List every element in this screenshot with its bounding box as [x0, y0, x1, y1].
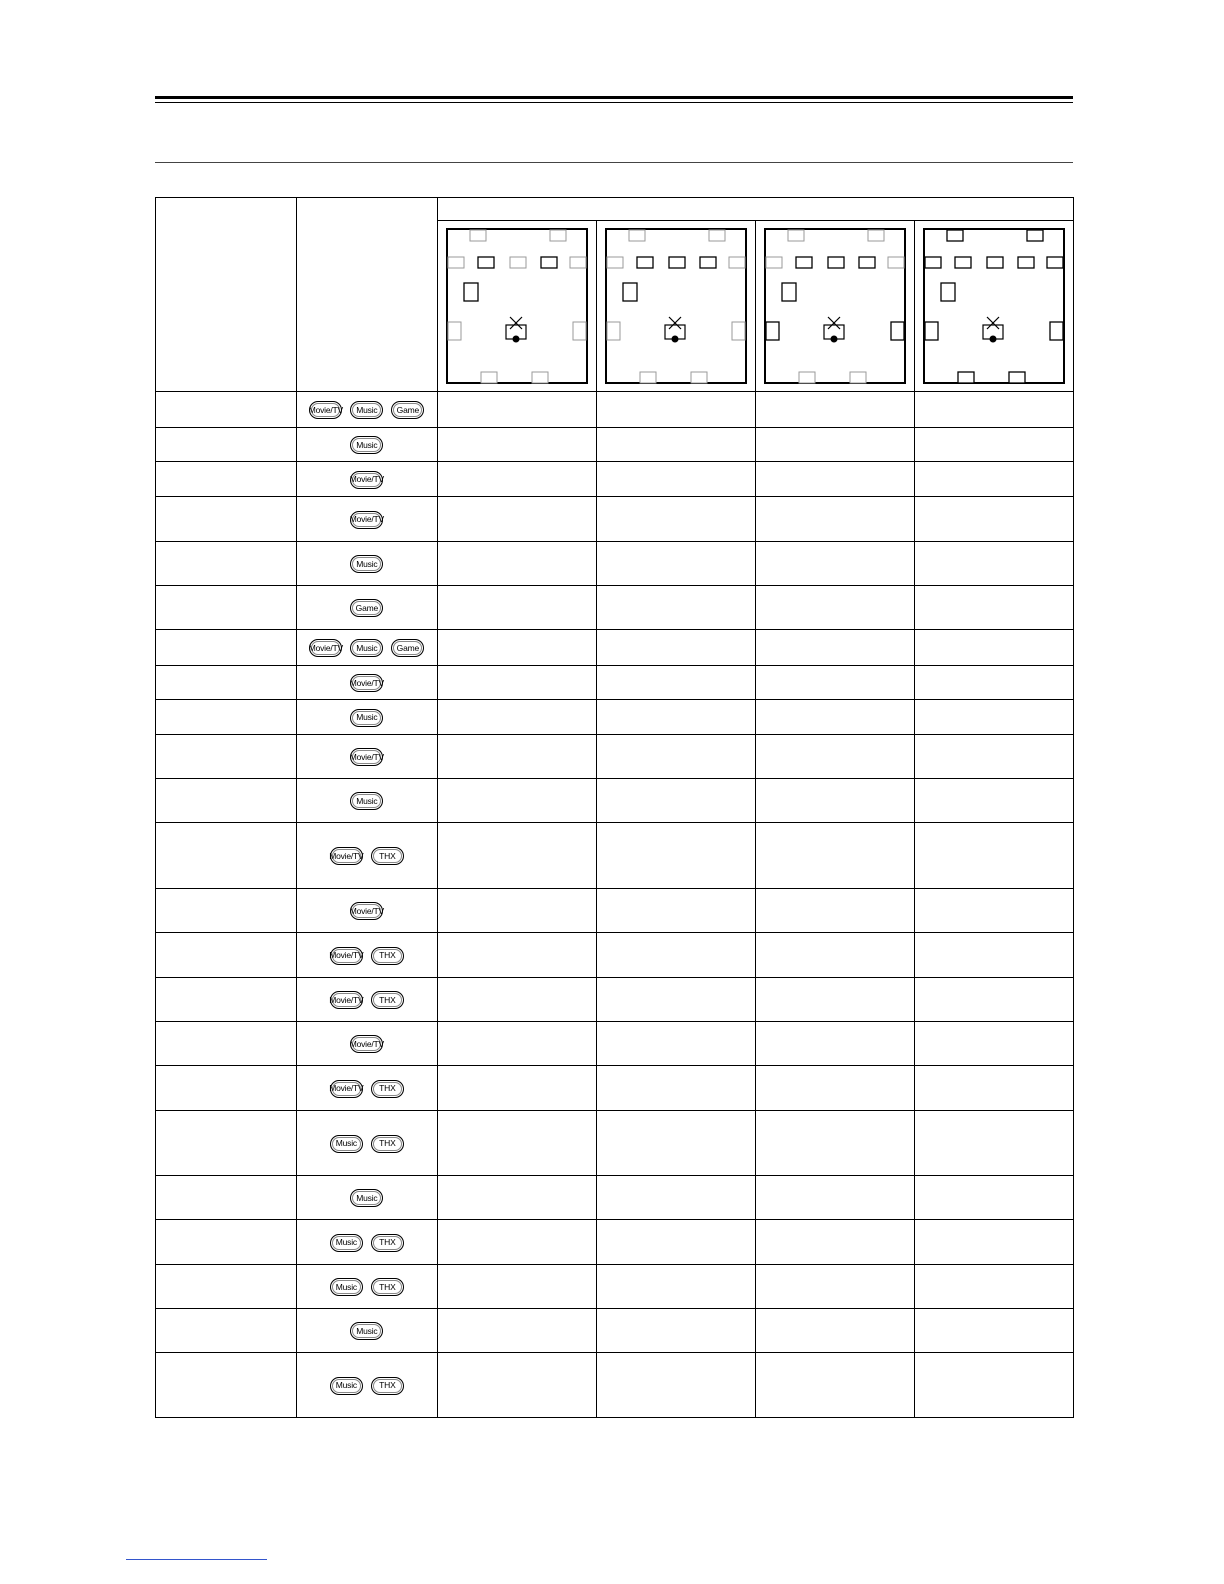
- table-row: [156, 700, 1074, 735]
- speaker-config-cell: [914, 823, 1073, 889]
- speaker-config-cell: [755, 823, 914, 889]
- button-cell: [296, 666, 437, 700]
- table-row: [156, 586, 1074, 630]
- speaker-config-cell: [596, 823, 755, 889]
- speaker-config-cell: [914, 933, 1073, 978]
- speaker-icon: [925, 257, 941, 268]
- movie-tv-button[interactable]: Movie/TV: [330, 847, 363, 865]
- speaker-config-cell: [596, 735, 755, 779]
- button-cell: [296, 1309, 437, 1353]
- mode-name-cell: [156, 497, 297, 542]
- speaker-icon: [478, 257, 494, 268]
- button-cell: [296, 1111, 437, 1176]
- mode-name-cell: [156, 586, 297, 630]
- music-button[interactable]: Music: [330, 1377, 363, 1395]
- table-row: [156, 823, 1074, 889]
- speaker-config-cell: [437, 700, 596, 735]
- speaker-config-cell: [914, 462, 1073, 497]
- speaker-config-cell: [755, 933, 914, 978]
- speaker-config-cell: [437, 735, 596, 779]
- listening-mode-table: [155, 197, 1074, 1418]
- mode-name-cell: [156, 1066, 297, 1111]
- speaker-config-cell: [437, 1353, 596, 1418]
- speaker-config-cell: [596, 428, 755, 462]
- button-group: [330, 991, 404, 1009]
- thx-button[interactable]: THX: [371, 1080, 404, 1098]
- button-cell: [296, 823, 437, 889]
- speaker-config-cell: [596, 1022, 755, 1066]
- speaker-diagram-4: [914, 221, 1073, 392]
- speaker-config-cell: [596, 542, 755, 586]
- speaker-config-cell: [596, 1066, 755, 1111]
- button-cell: [296, 497, 437, 542]
- speaker-icon: [637, 257, 653, 268]
- button-group: [350, 674, 383, 692]
- table-row: [156, 1111, 1074, 1176]
- speaker-config-cell: [596, 462, 755, 497]
- speaker-icon: [925, 322, 938, 340]
- table-row: [156, 542, 1074, 586]
- button-group: [330, 1135, 404, 1153]
- speaker-config-cell: [914, 586, 1073, 630]
- speaker-icon: [766, 257, 782, 268]
- speaker-config-cell: [596, 1220, 755, 1265]
- speaker-config-cell: [437, 497, 596, 542]
- speaker-config-cell: [914, 1265, 1073, 1309]
- game-button[interactable]: Game: [391, 639, 424, 657]
- button-group: [309, 401, 424, 419]
- button-cell: [296, 586, 437, 630]
- speaker-config-cell: [437, 889, 596, 933]
- button-cell: [296, 700, 437, 735]
- button-cell: [296, 1353, 437, 1418]
- button-cell: [296, 978, 437, 1022]
- speaker-config-cell: [914, 779, 1073, 823]
- speaker-icon: [799, 372, 815, 383]
- button-cell: [296, 779, 437, 823]
- button-group: [350, 709, 383, 727]
- speaker-config-cell: [596, 889, 755, 933]
- table-row: [156, 1309, 1074, 1353]
- mode-name-cell: [156, 1022, 297, 1066]
- speaker-config-cell: [755, 1066, 914, 1111]
- table-row: [156, 1265, 1074, 1309]
- speaker-config-cell: [914, 1022, 1073, 1066]
- button-group: [330, 1278, 404, 1296]
- table-row: [156, 497, 1074, 542]
- table-row: [156, 1066, 1074, 1111]
- table-row: [156, 392, 1074, 428]
- button-group: [350, 1035, 383, 1053]
- speaker-config-cell: [437, 1309, 596, 1353]
- speaker-icon: [629, 230, 645, 241]
- music-button[interactable]: Music: [350, 436, 383, 454]
- speaker-icon: [570, 257, 586, 268]
- button-cell: [296, 630, 437, 666]
- speaker-config-cell: [596, 1353, 755, 1418]
- speaker-icon: [888, 257, 904, 268]
- speaker-config-cell: [914, 542, 1073, 586]
- speaker-config-cell: [755, 889, 914, 933]
- speaker-icon: [607, 322, 620, 340]
- button-group: [350, 471, 383, 489]
- button-group: [350, 1322, 383, 1340]
- speaker-config-cell: [437, 933, 596, 978]
- button-group: [350, 1189, 383, 1207]
- speaker-config-cell: [755, 1309, 914, 1353]
- music-button[interactable]: Music: [350, 792, 383, 810]
- button-group: [350, 792, 383, 810]
- speaker-config-cell: [437, 462, 596, 497]
- speaker-icon: [1027, 230, 1043, 241]
- button-cell: [296, 542, 437, 586]
- speaker-config-cell: [755, 586, 914, 630]
- mode-name-cell: [156, 700, 297, 735]
- speaker-config-cell: [914, 1176, 1073, 1220]
- speaker-icon: [729, 257, 745, 268]
- music-button[interactable]: Music: [350, 1189, 383, 1207]
- speaker-config-cell: [914, 1353, 1073, 1418]
- button-cell: [296, 889, 437, 933]
- speaker-config-cell: [755, 630, 914, 666]
- speaker-icon: [448, 257, 464, 268]
- button-cell: [296, 392, 437, 428]
- button-group: [309, 639, 424, 657]
- button-cell: [296, 1220, 437, 1265]
- speaker-icon: [541, 257, 557, 268]
- mode-name-cell: [156, 392, 297, 428]
- speaker-config-cell: [914, 735, 1073, 779]
- speaker-config-cell: [596, 497, 755, 542]
- mode-name-cell: [156, 428, 297, 462]
- button-cell: [296, 1022, 437, 1066]
- speaker-diagram-2: [596, 221, 755, 392]
- speaker-icon: [448, 322, 461, 340]
- speaker-config-cell: [596, 630, 755, 666]
- speaker-icon: [891, 322, 904, 340]
- speaker-config-cell: [596, 978, 755, 1022]
- speaker-icon: [481, 372, 497, 383]
- footer-link-underline: [126, 1559, 267, 1560]
- music-button[interactable]: Music: [330, 1234, 363, 1252]
- speaker-icon: [782, 283, 796, 301]
- table-row: [156, 462, 1074, 497]
- speaker-config-cell: [755, 497, 914, 542]
- speaker-config-cell: [755, 1111, 914, 1176]
- speaker-icon: [955, 257, 971, 268]
- mode-name-cell: [156, 978, 297, 1022]
- speaker-layout-diagram: [446, 228, 588, 384]
- mode-name-cell: [156, 1220, 297, 1265]
- table-row: [156, 978, 1074, 1022]
- movie-tv-button[interactable]: Movie/TV: [309, 401, 342, 419]
- thx-button[interactable]: THX: [371, 1135, 404, 1153]
- speaker-config-cell: [755, 1353, 914, 1418]
- speaker-config-cell: [914, 1309, 1073, 1353]
- music-button[interactable]: Music: [350, 401, 383, 419]
- speaker-icon: [669, 257, 685, 268]
- movie-tv-button[interactable]: Movie/TV: [330, 1080, 363, 1098]
- section-rule: [155, 162, 1073, 163]
- button-group: [350, 902, 383, 920]
- table-row: [156, 1353, 1074, 1418]
- speaker-icon: [550, 230, 566, 241]
- speaker-config-cell: [755, 735, 914, 779]
- table-row: [156, 933, 1074, 978]
- button-cell: [296, 428, 437, 462]
- speaker-config-cell: [755, 1265, 914, 1309]
- speaker-config-cell: [755, 1176, 914, 1220]
- speaker-config-cell: [437, 542, 596, 586]
- speaker-config-cell: [755, 779, 914, 823]
- speaker-config-cell: [755, 700, 914, 735]
- speaker-diagram-1: [437, 221, 596, 392]
- speaker-config-cell: [914, 428, 1073, 462]
- speaker-icon: [1050, 322, 1063, 340]
- speaker-icon: [732, 322, 745, 340]
- speaker-config-cell: [914, 630, 1073, 666]
- speaker-icon: [828, 257, 844, 268]
- header-rule-thick: [155, 96, 1073, 99]
- mode-name-cell: [156, 666, 297, 700]
- thx-button[interactable]: THX: [371, 991, 404, 1009]
- table-row: [156, 1176, 1074, 1220]
- speaker-config-cell: [755, 1220, 914, 1265]
- speaker-config-cell: [914, 700, 1073, 735]
- thx-button[interactable]: THX: [371, 1278, 404, 1296]
- speaker-config-cell: [596, 392, 755, 428]
- button-group: [350, 599, 383, 617]
- music-button[interactable]: Music: [350, 1322, 383, 1340]
- table-row: [156, 1220, 1074, 1265]
- speaker-config-cell: [755, 1022, 914, 1066]
- movie-tv-button[interactable]: Movie/TV: [330, 991, 363, 1009]
- speaker-config-cell: [914, 889, 1073, 933]
- speaker-config-cell: [755, 542, 914, 586]
- thx-button[interactable]: THX: [371, 947, 404, 965]
- speaker-config-cell: [914, 1220, 1073, 1265]
- mode-name-cell: [156, 1111, 297, 1176]
- speaker-icon: [796, 257, 812, 268]
- movie-tv-button[interactable]: Movie/TV: [330, 947, 363, 965]
- mode-name-cell: [156, 889, 297, 933]
- mode-name-cell: [156, 542, 297, 586]
- table-row: [156, 779, 1074, 823]
- mode-name-cell: [156, 1353, 297, 1418]
- mode-name-cell: [156, 933, 297, 978]
- table-row: [156, 428, 1074, 462]
- button-cell: [296, 735, 437, 779]
- header-rule-thin: [155, 102, 1073, 103]
- speaker-diagram-3: [755, 221, 914, 392]
- mode-name-cell: [156, 779, 297, 823]
- speaker-config-cell: [596, 586, 755, 630]
- speaker-config-cell: [596, 700, 755, 735]
- speaker-icon: [987, 257, 1003, 268]
- speaker-icon: [623, 283, 637, 301]
- button-group: [350, 748, 383, 766]
- speaker-icon: [1047, 257, 1063, 268]
- music-button[interactable]: Music: [330, 1278, 363, 1296]
- speaker-config-cell: [596, 666, 755, 700]
- mode-name-cell: [156, 823, 297, 889]
- speaker-config-cell: [437, 823, 596, 889]
- game-button[interactable]: Game: [350, 599, 383, 617]
- speaker-config-cell: [596, 1265, 755, 1309]
- speaker-config-cell: [437, 1265, 596, 1309]
- speaker-icon: [947, 230, 963, 241]
- speaker-icon: [607, 257, 623, 268]
- movie-tv-button[interactable]: Movie/TV: [350, 748, 383, 766]
- speaker-config-cell: [437, 630, 596, 666]
- music-button[interactable]: Music: [350, 639, 383, 657]
- speaker-config-cell: [914, 1066, 1073, 1111]
- game-button[interactable]: Game: [391, 401, 424, 419]
- speaker-icon: [464, 283, 478, 301]
- header-speaker-layout: [437, 198, 1073, 221]
- speaker-icon: [640, 372, 656, 383]
- speaker-config-cell: [755, 428, 914, 462]
- speaker-icon: [766, 322, 779, 340]
- speaker-icon: [532, 372, 548, 383]
- movie-tv-button[interactable]: Movie/TV: [350, 674, 383, 692]
- speaker-config-cell: [437, 666, 596, 700]
- thx-button[interactable]: THX: [371, 1377, 404, 1395]
- table-row: [156, 630, 1074, 666]
- speaker-icon: [868, 230, 884, 241]
- movie-tv-button[interactable]: Movie/TV: [350, 511, 383, 529]
- table-row: [156, 735, 1074, 779]
- button-group: [330, 847, 404, 865]
- table-row: [156, 889, 1074, 933]
- speaker-config-cell: [596, 1309, 755, 1353]
- button-cell: [296, 1176, 437, 1220]
- thx-button[interactable]: THX: [371, 1234, 404, 1252]
- speaker-icon: [850, 372, 866, 383]
- speaker-icon: [1018, 257, 1034, 268]
- music-button[interactable]: Music: [350, 555, 383, 573]
- movie-tv-button[interactable]: Movie/TV: [350, 1035, 383, 1053]
- button-cell: [296, 1066, 437, 1111]
- speaker-icon: [941, 283, 955, 301]
- thx-button[interactable]: THX: [371, 847, 404, 865]
- header-buttons: [296, 198, 437, 392]
- speaker-layout-diagram: [923, 228, 1065, 384]
- movie-tv-button[interactable]: Movie/TV: [309, 639, 342, 657]
- table-row: [156, 666, 1074, 700]
- mode-name-cell: [156, 1176, 297, 1220]
- speaker-config-cell: [755, 462, 914, 497]
- speaker-config-cell: [437, 1111, 596, 1176]
- button-group: [330, 947, 404, 965]
- speaker-icon: [1009, 372, 1025, 383]
- button-group: [330, 1234, 404, 1252]
- speaker-config-cell: [914, 978, 1073, 1022]
- speaker-config-cell: [437, 779, 596, 823]
- button-group: [350, 511, 383, 529]
- movie-tv-button[interactable]: Movie/TV: [350, 902, 383, 920]
- mode-name-cell: [156, 1265, 297, 1309]
- speaker-layout-diagram: [605, 228, 747, 384]
- speaker-icon: [958, 372, 974, 383]
- speaker-icon: [691, 372, 707, 383]
- speaker-config-cell: [914, 392, 1073, 428]
- speaker-config-cell: [914, 497, 1073, 542]
- button-cell: [296, 933, 437, 978]
- speaker-config-cell: [437, 586, 596, 630]
- mode-name-cell: [156, 630, 297, 666]
- speaker-icon: [470, 230, 486, 241]
- speaker-config-cell: [437, 1022, 596, 1066]
- mode-name-cell: [156, 462, 297, 497]
- mode-name-cell: [156, 735, 297, 779]
- movie-tv-button[interactable]: Movie/TV: [350, 471, 383, 489]
- speaker-config-cell: [596, 1111, 755, 1176]
- mode-name-cell: [156, 1309, 297, 1353]
- speaker-icon: [573, 322, 586, 340]
- speaker-config-cell: [755, 392, 914, 428]
- speaker-icon: [859, 257, 875, 268]
- music-button[interactable]: Music: [330, 1135, 363, 1153]
- speaker-icon: [700, 257, 716, 268]
- speaker-config-cell: [755, 666, 914, 700]
- speaker-config-cell: [437, 1066, 596, 1111]
- speaker-layout-diagram: [764, 228, 906, 384]
- table-row: [156, 1022, 1074, 1066]
- speaker-config-cell: [755, 978, 914, 1022]
- speaker-config-cell: [437, 1220, 596, 1265]
- speaker-config-cell: [914, 1111, 1073, 1176]
- speaker-config-cell: [596, 779, 755, 823]
- header-listening-mode: [156, 198, 297, 392]
- button-group: [330, 1080, 404, 1098]
- button-cell: [296, 462, 437, 497]
- speaker-config-cell: [914, 666, 1073, 700]
- button-group: [330, 1377, 404, 1395]
- speaker-config-cell: [437, 978, 596, 1022]
- button-cell: [296, 1265, 437, 1309]
- button-group: [350, 436, 383, 454]
- speaker-icon: [510, 257, 526, 268]
- speaker-icon: [788, 230, 804, 241]
- music-button[interactable]: Music: [350, 709, 383, 727]
- speaker-config-cell: [437, 392, 596, 428]
- speaker-config-cell: [437, 428, 596, 462]
- speaker-config-cell: [437, 1176, 596, 1220]
- speaker-icon: [709, 230, 725, 241]
- speaker-config-cell: [596, 1176, 755, 1220]
- button-group: [350, 555, 383, 573]
- speaker-config-cell: [596, 933, 755, 978]
